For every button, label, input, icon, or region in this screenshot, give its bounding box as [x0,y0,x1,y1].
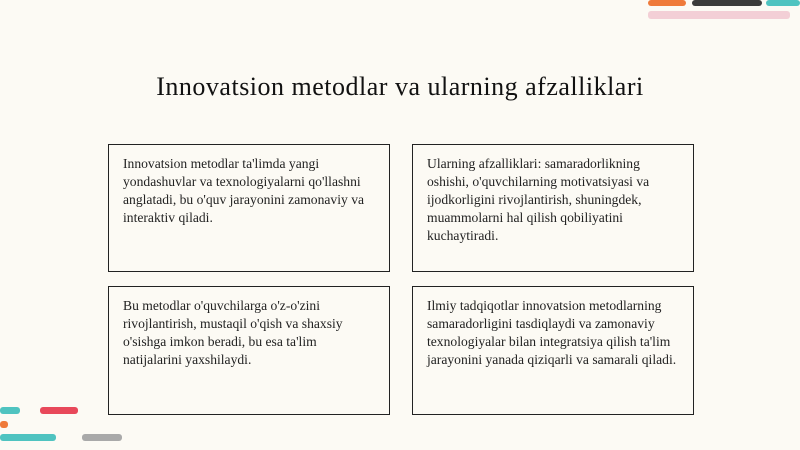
decorative-bar-teal-bottom-2 [0,434,56,441]
decorative-bar-orange-bottom [0,421,8,428]
decorative-bar-dark-top [692,0,762,6]
text-card-3: Bu metodlar o'quvchilarga o'z-o'zini rivojlantirish, mustaqil o'qish va shaxsiy o'sishga imkon beradi, bu esa ta'lim natijalarini yaxshilaydi. [108,286,390,415]
decorative-bar-orange-top [648,0,686,6]
decorative-bar-pink-top [648,11,790,19]
text-card-1: Innovatsion metodlar ta'limda yangi yondashuvlar va texnologiyalarni qo'llashni anglatadi, bu o'quv jarayonini zamonaviy va interaktiv qiladi. [108,144,390,272]
text-card-4: Ilmiy tadqiqotlar innovatsion metodlarning samaradorligini tasdiqlaydi va zamonaviy texnologiyalar bilan integratsiya qilish ta'lim jarayonini yanada qiziqarli va samarali qiladi. [412,286,694,415]
decorative-bar-gray-bottom [82,434,122,441]
decorative-bar-red-bottom [40,407,78,414]
text-card-2: Ularning afzalliklari: samaradorlikning oshishi, o'quvchilarning motivatsiyasi va ijodkorligini rivojlantirish, shuningdek, muammolarni hal qilish qobiliyatini kuchaytiradi. [412,144,694,272]
decorative-bar-teal-top [766,0,800,6]
slide-title: Innovatsion metodlar va ularning afzalliklari [156,72,644,101]
decorative-bar-teal-bottom-1 [0,407,20,414]
